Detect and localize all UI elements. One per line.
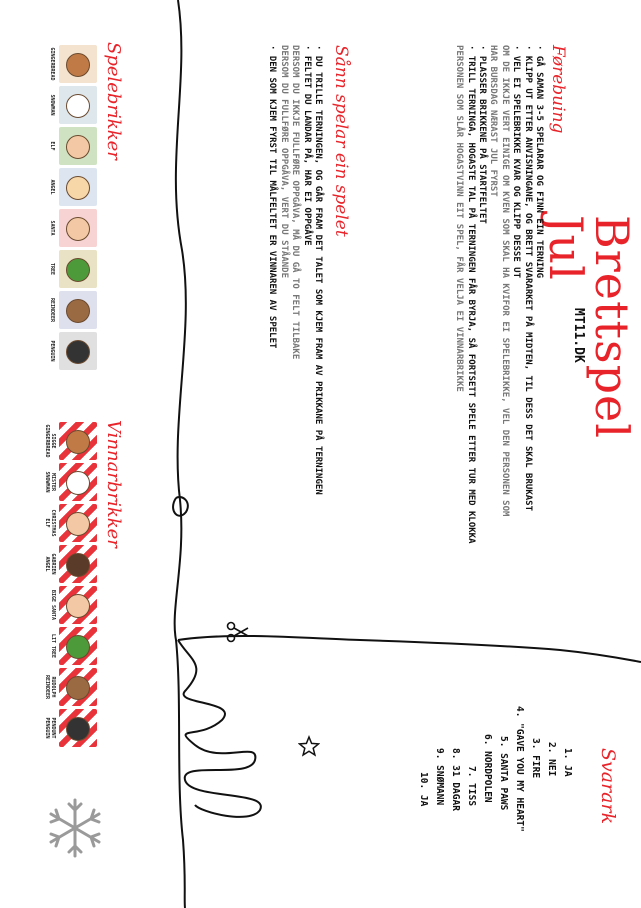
winner-piece-character-icon xyxy=(66,594,90,618)
answer-item: 3. FIRE xyxy=(530,738,541,779)
winner-piece-tile xyxy=(59,504,97,542)
winner-piece-tile xyxy=(59,709,97,747)
piece-tile xyxy=(59,209,97,247)
piece-character-icon xyxy=(66,299,90,323)
winner-piece-character-icon xyxy=(66,512,90,536)
winner-piece-label: RUDOLPH REINDEER xyxy=(44,674,56,700)
winner-piece-character-icon xyxy=(66,430,90,454)
prep-line: · KLIPP UT ETTER ANVISNINGANE, OG BRETT SVARARKET PÅ MIDTEN, TIL DESS DET SKAL BRUKAST xyxy=(522,45,533,511)
answer-item: 10. JA xyxy=(418,772,429,807)
winner-piece-character-icon xyxy=(66,471,90,495)
winner-piece-tile xyxy=(59,668,97,706)
prep-line: HAR BURSDAG NÆRAST JUL FYRST xyxy=(488,45,499,197)
preparation-text xyxy=(453,45,544,544)
pieces-heading: Spelebrikker xyxy=(103,42,124,160)
howto-heading: Sånn spelar ein spelet xyxy=(331,45,351,237)
piece-tile xyxy=(59,45,97,83)
piece-label: PENGUIN xyxy=(49,340,55,362)
answer-item: 5. SANTA PAWS xyxy=(498,736,509,811)
howto-text xyxy=(266,45,323,495)
answer-item: 9. SNØMANN xyxy=(434,748,445,806)
prep-line: · PLASSER BRIKKENE PÅ STARTFELTET xyxy=(476,45,487,224)
piece-label: SNOWMAN xyxy=(49,94,55,116)
winner-piece-label: CHRISTMAS ELF xyxy=(44,509,56,537)
prep-line: · TRILL TERNINGA, HOGASTE TAL PÅ TERNINGEN FÅR BYRJA, SÅ FORTSETT SPELE ETTER TUR MED KLOKKA xyxy=(465,45,476,544)
prep-line: PERSONEN SOM SLÅR HOGASTVINN EIT SPEL, FÅR VELJA EI VINNARBRIKKE xyxy=(454,45,465,392)
howto-line: · DEN SOM KJEM FYRST TIL MÅLFELTET ER VINNAREN AV SPELET xyxy=(267,45,278,349)
winner-piece-tile xyxy=(59,586,97,624)
piece-tile xyxy=(59,127,97,165)
answer-item: 2. NEI xyxy=(546,742,557,777)
piece-tile xyxy=(59,86,97,124)
winner-piece-character-icon xyxy=(66,553,90,577)
piece-label: ELF xyxy=(49,141,55,151)
winner-piece-label: PENDUNT PENGUIN xyxy=(44,717,56,739)
preparation-heading: Førebuing xyxy=(548,45,568,134)
answers-heading: Svarark xyxy=(597,748,619,825)
answer-item: 1. JA xyxy=(562,748,573,777)
prep-line: · VEL EI SPELEBRIKKE KVAR OG KLIPP DESSE UT xyxy=(511,45,522,278)
page-subtitle: MT11.DK xyxy=(571,308,586,363)
piece-label: GINGERBREAD xyxy=(49,47,55,81)
winner-piece-label: SIGGE GINGERBREAD xyxy=(44,424,56,458)
piece-character-icon xyxy=(66,94,90,118)
howto-line: DERSOM DU IKKJE FULLFØRE OPPGÅVA, MÅ DU GÅ TO FELT TILBAKE xyxy=(290,45,301,360)
piece-label: TREE xyxy=(49,262,55,276)
piece-label: ANGEL xyxy=(49,179,55,195)
piece-character-icon xyxy=(66,53,90,77)
answer-item: 7. TISS xyxy=(466,766,477,807)
howto-line: · FELTET DU LANDAR PÅ, HAR EI OPPGÅVE xyxy=(301,45,312,246)
piece-character-icon xyxy=(66,135,90,159)
piece-label: REINDEER xyxy=(49,297,55,323)
winner-piece-label: LIT TREE xyxy=(50,633,56,659)
winner-piece-tile xyxy=(59,545,97,583)
winner-piece-tile xyxy=(59,463,97,501)
answer-item: 4. "GAVE YOU MY HEART" xyxy=(514,706,525,832)
piece-tile xyxy=(59,332,97,370)
winner-piece-label: MISTER SNOWMAN xyxy=(44,471,56,493)
prep-line: · GÅ SAMAN 3-5 SPELARAR OG FINN EIN TERNING xyxy=(534,45,544,278)
howto-line: · DU TRILLE TERNINGEN, OG GÅR FRAM DET TALET SOM KJEM FRAM AV PRIKKANE PÅ TERNINGEN xyxy=(313,45,323,495)
answer-item: 8. 31 DAGAR xyxy=(450,748,461,811)
winner-piece-tile xyxy=(59,422,97,460)
piece-character-icon xyxy=(66,340,90,364)
prep-line: OM DE IKKJE VERT EINIGE OM KVEN SOM SKAL HA KVIFOR EI SPELEBRIKKE, VEL DEN PERSONEN SOM xyxy=(499,45,510,517)
winner-piece-tile xyxy=(59,627,97,665)
winner-piece-label: GABRIEN ANGEL xyxy=(44,553,56,575)
winner-piece-label: BIGE SANTA xyxy=(50,589,56,621)
winner-piece-character-icon xyxy=(66,676,90,700)
winner-piece-character-icon xyxy=(66,635,90,659)
piece-tile xyxy=(59,250,97,288)
piece-tile xyxy=(59,168,97,206)
howto-line: DERSOM DU FULLFØRE OPPGÅVA, VERT DU STÅANDE xyxy=(278,45,289,278)
piece-character-icon xyxy=(66,258,90,282)
piece-character-icon xyxy=(66,176,90,200)
winners-heading: Vinnarbrikker xyxy=(103,420,124,548)
piece-tile xyxy=(59,291,97,329)
piece-label: SANTA xyxy=(49,220,55,236)
page-title: Brettspel Jul xyxy=(539,215,639,439)
piece-character-icon xyxy=(66,217,90,241)
answer-item: 6. NORDPOLEN xyxy=(482,734,493,803)
winner-piece-character-icon xyxy=(66,717,90,741)
